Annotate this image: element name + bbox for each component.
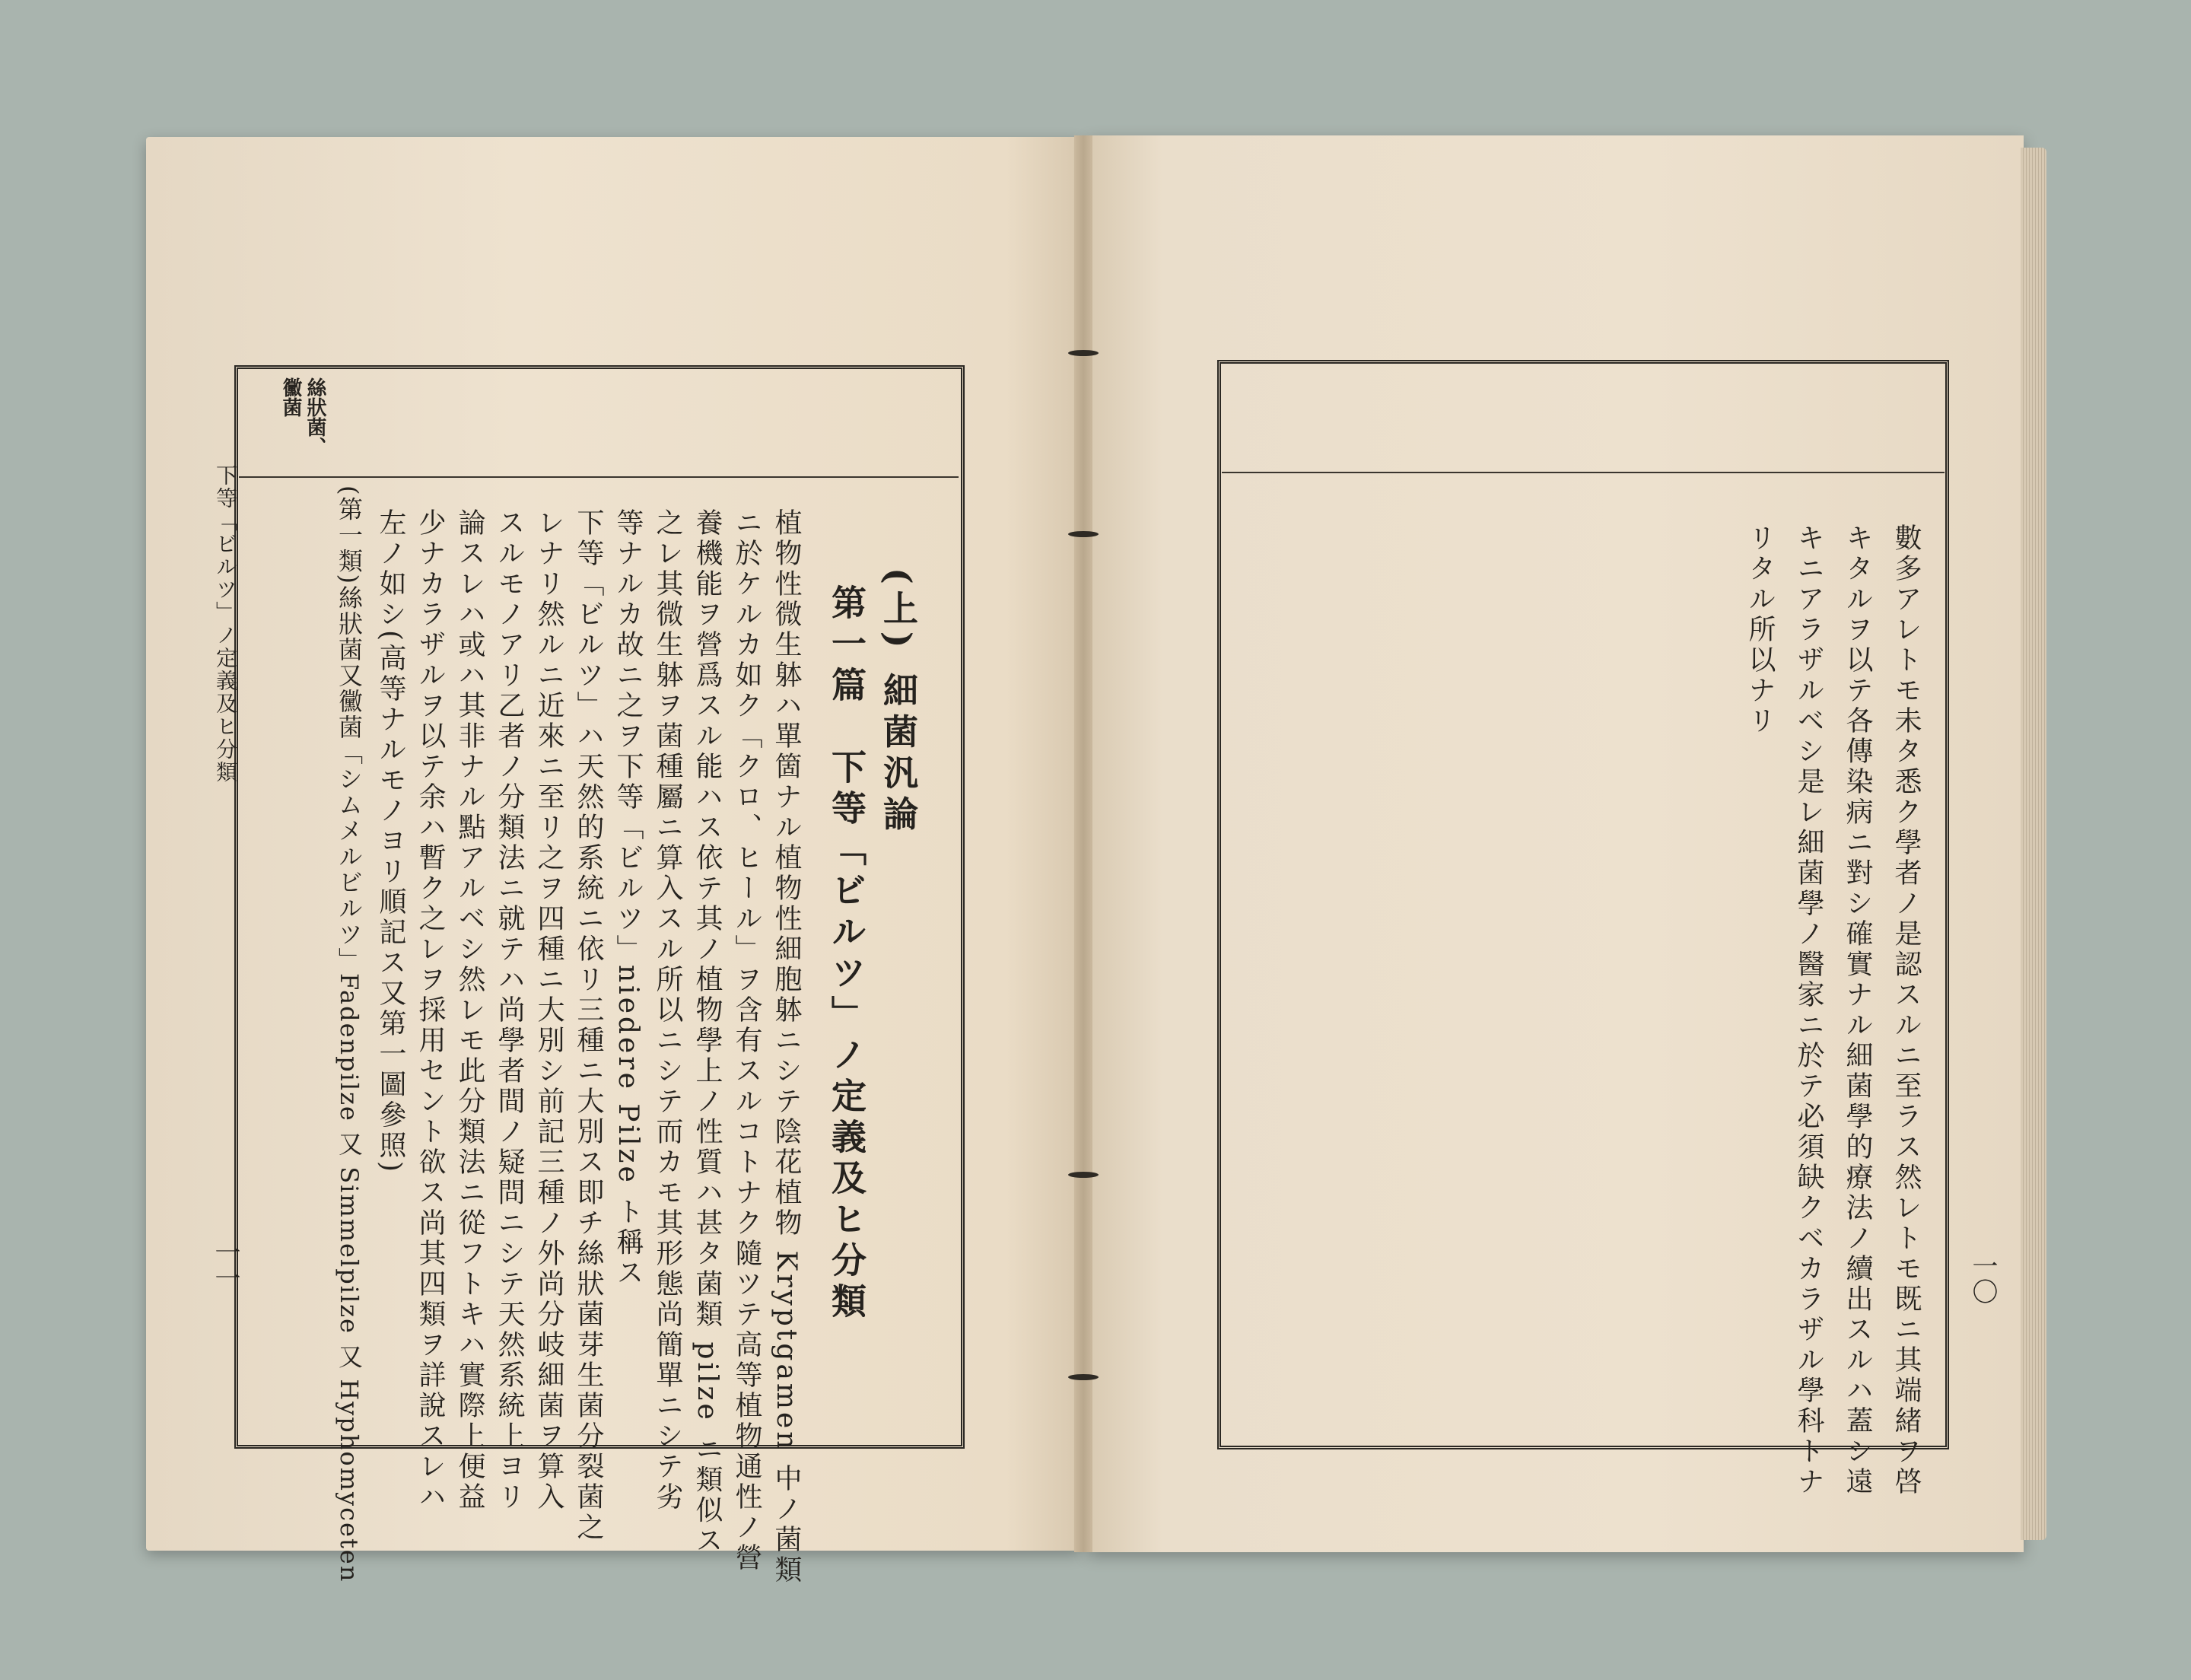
page-edges	[2021, 148, 2046, 1540]
body-line: 植物性微生躰ハ單箇ナル植物性細胞躰ニシテ陰花植物 Kryptgamen 中ノ菌類	[771, 508, 802, 1586]
body-line: キタルヲ以テ各傳染病ニ對シ確實ナル細菌學的療法ノ續出スルハ蓋シ遠	[1842, 523, 1873, 1497]
body-line: 數多アレトモ未タ悉ク學者ノ是認スルニ至ラス然レトモ既ニ其端緒ヲ啓	[1890, 523, 1922, 1497]
right-frame-divider	[1222, 472, 1945, 473]
open-book	[145, 135, 2046, 1586]
running-title: 下等「ビルツ」ノ定義及ヒ分類	[213, 464, 238, 784]
book-spine	[1074, 135, 1092, 1552]
left-frame-divider	[239, 476, 959, 478]
body-line: リタル所以ナリ	[1744, 523, 1776, 737]
body-line: (第一類)絲狀菌又黴菌「シムメルビルツ」Fadenpilze 又 Simmelpilze 又 Hyphomyceten	[335, 485, 364, 1583]
body-line: 左ノ如シ(高等ナルモノヨリ順記ス又第一圖參照)	[375, 508, 406, 1176]
body-line: 養機能ヲ營爲スル能ハス依テ其ノ植物學上ノ性質ハ甚タ菌類 pilze ニ類似ス	[692, 508, 723, 1557]
stitch-hole	[1068, 531, 1099, 537]
stitch-hole	[1068, 1172, 1099, 1178]
chapter-heading: 第一篇 下等「ビルツ」ノ定義及ヒ分類	[826, 584, 867, 1324]
stitch-hole	[1068, 350, 1099, 356]
body-line: 之レ其微生躰ヲ菌種屬ニ算入スル所以ニシテ而カモ其形態尚簡單ニシテ劣	[652, 508, 683, 1513]
headnote: 絲狀菌、黴菌	[279, 377, 326, 457]
page-number-right: 一〇	[1967, 1252, 1998, 1304]
body-line: 少ナカラザルヲ以テ余ハ暫ク之レヲ採用セント欲ス尚其四類ヲ詳說スレハ	[415, 508, 446, 1513]
body-line: ニ於ケルカ如ク「クロ、ヒール」ヲ含有スルコトナク隨ツテ高等植物通性ノ營	[731, 508, 762, 1573]
body-line: 論スレハ或ハ其非ナル點アルベシ然レモ此分類法ニ從フトキハ實際上便益	[454, 508, 485, 1513]
body-line: レナリ然ルニ近來ニ至リ之ヲ四種ニ大別シ前記三種ノ外尚分岐細菌ヲ算入	[533, 508, 564, 1513]
body-line: キニアラザルベシ是レ細菌學ノ醫家ニ於テ必須缺クベカラザル學科トナ	[1793, 523, 1824, 1497]
body-line: 下等「ビルツ」ハ天然的系統ニ依リ三種ニ大別ス即チ絲狀菌芽生菌分裂菌之	[573, 508, 604, 1543]
body-line: スルモノアリ乙者ノ分類法ニ就テハ尚學者間ノ疑問ニシテ天然系統上ヨリ	[494, 508, 525, 1513]
section-heading: (上) 細菌汎論	[878, 568, 919, 837]
page-number-left: 一一	[210, 1239, 240, 1290]
body-line: 等ナルカ故ニ之ヲ下等「ビルツ」niedere Pilze ト稱ス	[612, 508, 644, 1289]
stitch-hole	[1068, 1374, 1099, 1380]
